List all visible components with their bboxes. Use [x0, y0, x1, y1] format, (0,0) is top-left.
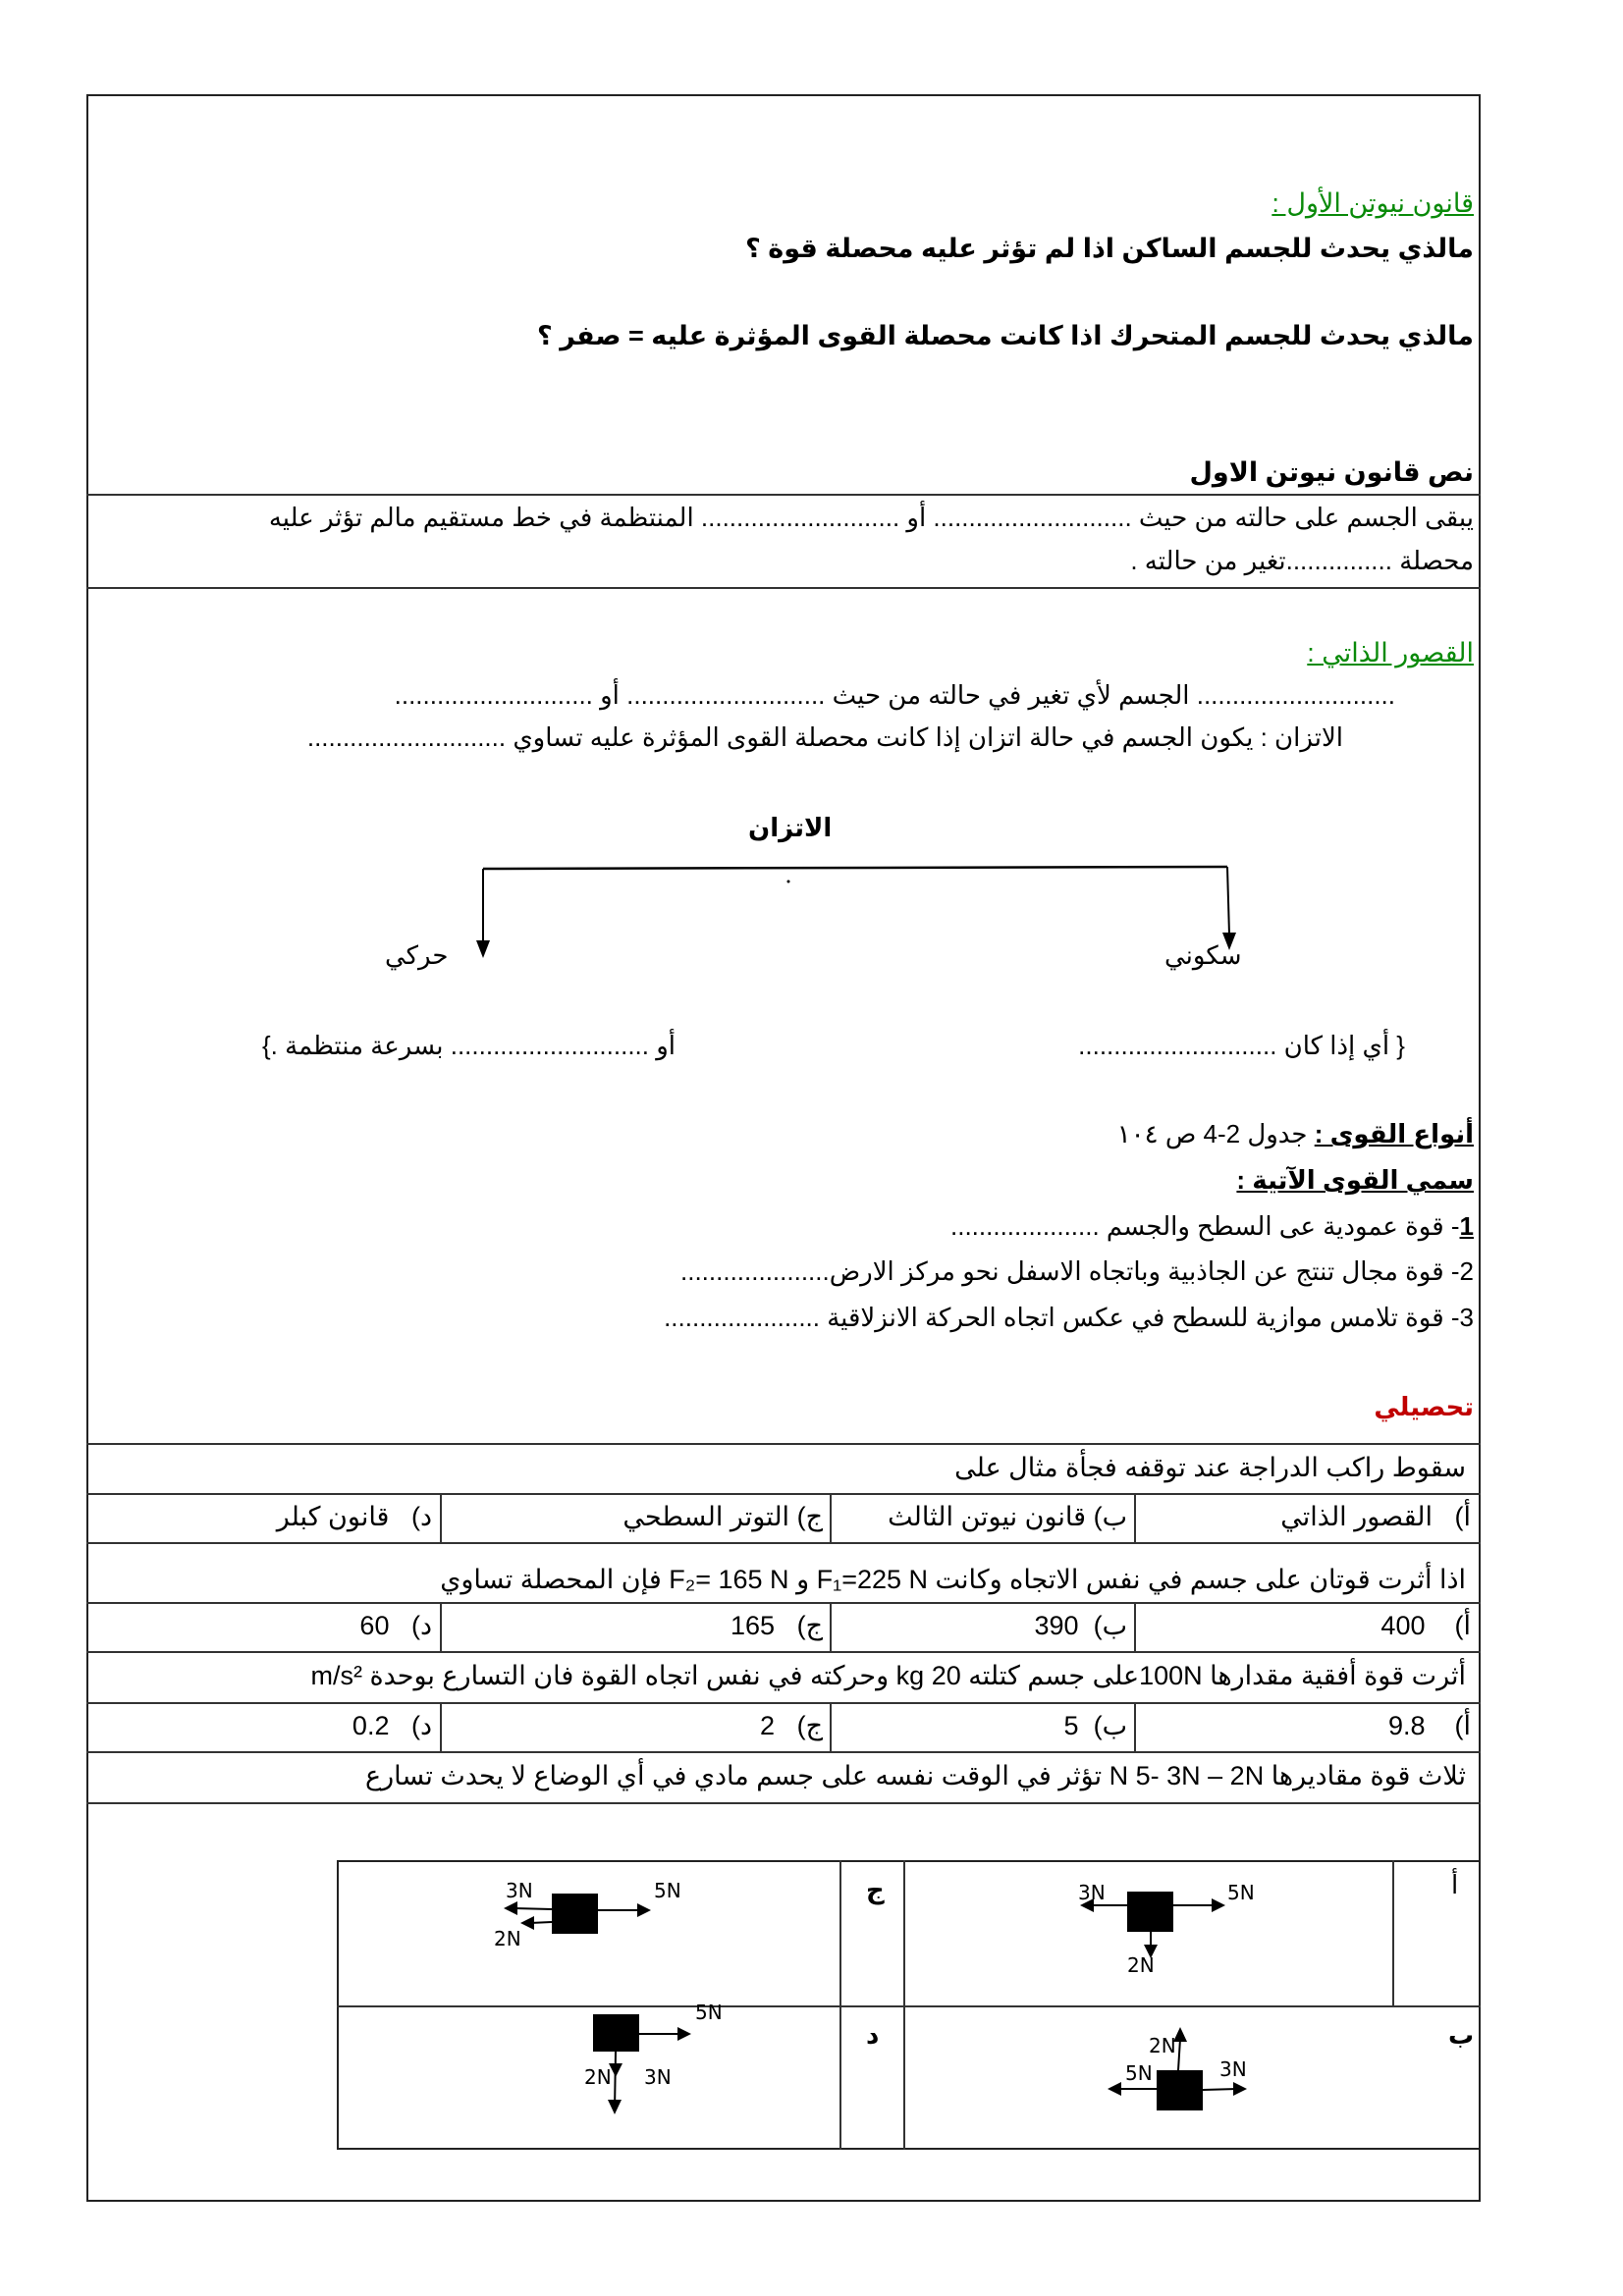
row-divider: [86, 1651, 1481, 1653]
equilibrium-branch-arrows: [461, 854, 1247, 962]
dynamic-equilibrium-label: حركي: [385, 940, 449, 970]
svg-text:5N: 5N: [654, 1879, 681, 1902]
force-diagram-c: [461, 1870, 717, 1988]
svg-text:3N: 3N: [1078, 1881, 1106, 1904]
force-item-1: 1- قوة عمودية عى السطح والجسم .....................: [950, 1211, 1474, 1241]
q2-option-a[interactable]: أ) 400: [1380, 1611, 1471, 1640]
q2-option-b[interactable]: ب) 390: [1034, 1611, 1127, 1640]
svg-text:3N: 3N: [644, 2065, 672, 2089]
col-divider: [440, 1602, 442, 1651]
divider: [86, 494, 1481, 496]
col-divider: [830, 1602, 832, 1651]
name-forces-heading: سمي القوى الآتية :: [1236, 1165, 1474, 1195]
q2-option-c[interactable]: ج) 165: [730, 1611, 823, 1640]
force-diagram-a: [1031, 1870, 1286, 1988]
inertia-heading: القصور الذاتي :: [1307, 638, 1474, 667]
q1-option-a[interactable]: أ) القصور الذاتي: [1280, 1502, 1471, 1531]
force-item-2: 2- قوة مجال تنتج عن الجاذبية وباتجاه الاسفل نحو مركز الارض.....................: [680, 1256, 1474, 1286]
q1-option-c[interactable]: ج) التوتر السطحي: [622, 1502, 823, 1531]
law-text-heading: نص قانون نيوتن الاول: [1189, 457, 1474, 487]
force-types-heading: [1117, 1119, 1474, 1149]
col-divider: [839, 1860, 841, 2150]
col-divider: [1392, 1860, 1394, 2005]
static-explanation: { أي إذا كان ............................: [1078, 1031, 1405, 1060]
row-divider: [86, 1702, 1481, 1704]
diagram-b-letter[interactable]: ب: [1448, 2020, 1475, 2050]
question-moving: مالذي يحدث للجسم المتحرك اذا كانت محصلة القوى المؤثرة عليه = صفر ؟: [537, 321, 1474, 350]
tahseeli-heading: تحصيلي: [1374, 1392, 1474, 1421]
svg-text:5N: 5N: [1227, 1881, 1255, 1904]
force-item-3: 3- قوة تلامس موازية للسطح في عكس اتجاه الحركة الانزلاقية ......................: [664, 1303, 1474, 1332]
row-divider: [86, 1802, 1481, 1804]
q3-option-c[interactable]: ج) 2: [760, 1711, 823, 1740]
table-top-border: [86, 1443, 1481, 1445]
force-diagram-b: [1041, 2017, 1296, 2135]
equilibrium-definition: الاتزان : يكون الجسم في حالة اتزان إذا كانت محصلة القوى المؤثرة عليه تساوي ............................: [306, 722, 1343, 752]
row-divider: [86, 1542, 1481, 1544]
row-divider: [86, 1751, 1481, 1753]
q1-option-d[interactable]: د) قانون كبلر: [276, 1502, 432, 1531]
newton-first-law-heading: قانون نيوتن الأول :: [1271, 188, 1474, 218]
diagram-a-letter[interactable]: أ: [1451, 1870, 1459, 1899]
row-divider: [86, 1493, 1481, 1495]
force-diagram-d: [550, 2002, 805, 2140]
col-divider: [440, 1702, 442, 1751]
col-divider: [1134, 1602, 1136, 1651]
svg-text:3N: 3N: [1219, 2057, 1247, 2081]
question-3-text: أثرت قوة أفقية مقدارها 100Nعلى جسم كتلته 20 kg وحركته في نفس اتجاه القوة فان التسارع بوحدة m/s²: [310, 1661, 1466, 1690]
svg-text:2N: 2N: [1149, 2034, 1176, 2057]
force-types-reference: جدول 2-4 ص ١٠٤: [1116, 1119, 1308, 1148]
col-divider: [1134, 1493, 1136, 1542]
q2-option-d[interactable]: د) 60: [359, 1611, 432, 1640]
col-divider: [830, 1493, 832, 1542]
row-divider: [86, 1602, 1481, 1604]
q3-option-a[interactable]: أ) 9.8: [1387, 1711, 1471, 1740]
col-divider: [830, 1702, 832, 1751]
svg-text:3N: 3N: [506, 1879, 533, 1902]
row-divider: [337, 2005, 1481, 2007]
question-2-text: اذا أثرت قوتان على جسم في نفس الاتجاه وكانت F₁=225 N و F₂= 165 N فإن المحصلة تساوي: [440, 1565, 1466, 1594]
equilibrium-title: الاتزان: [748, 813, 833, 842]
svg-text:2N: 2N: [1127, 1953, 1155, 1977]
col-divider: [903, 1860, 905, 2150]
static-equilibrium-label: سكوني: [1164, 940, 1242, 970]
diagram-d-letter[interactable]: د: [866, 2020, 880, 2050]
question-4-text: ثلاث قوة مقاديرها N 5- 3N – 2N تؤثر في الوقت نفسه على جسم مادي في أي الوضاع لا يحدث تسارع: [364, 1761, 1466, 1790]
q3-option-d[interactable]: د) 0.2: [352, 1711, 432, 1740]
col-divider: [440, 1493, 442, 1542]
svg-text:5N: 5N: [695, 2002, 723, 2024]
force-types-title: أنواع القوى :: [1314, 1119, 1474, 1148]
law-text-line-1: يبقى الجسم على حالته من حيث ............................ أو ............................ المنتظمة في خط مستقيم مالم تؤثر عليه: [268, 503, 1474, 532]
svg-text:5N: 5N: [1125, 2061, 1153, 2085]
law-text-line-2: محصلة ...............تغير من حالته .: [1130, 546, 1474, 575]
q1-option-b[interactable]: ب) قانون نيوتن الثالث: [888, 1502, 1127, 1531]
inertia-line-1: ............................ الجسم لأي تغير في حالته من حيث ............................ أو ............................: [394, 680, 1395, 710]
question-1-text: سقوط راكب الدراجة عند توقفه فجأة مثال على: [954, 1453, 1466, 1482]
diagram-c-letter[interactable]: ج: [866, 1875, 885, 1904]
question-at-rest: مالذي يحدث للجسم الساكن اذا لم تؤثر عليه محصلة قوة ؟: [745, 234, 1474, 263]
svg-text:2N: 2N: [584, 2065, 612, 2089]
q3-option-b[interactable]: ب) 5: [1063, 1711, 1127, 1740]
divider: [86, 587, 1481, 589]
dynamic-explanation: أو ............................ بسرعة منتظمة .}: [262, 1031, 676, 1060]
svg-text:2N: 2N: [494, 1927, 521, 1950]
col-divider: [1134, 1702, 1136, 1751]
